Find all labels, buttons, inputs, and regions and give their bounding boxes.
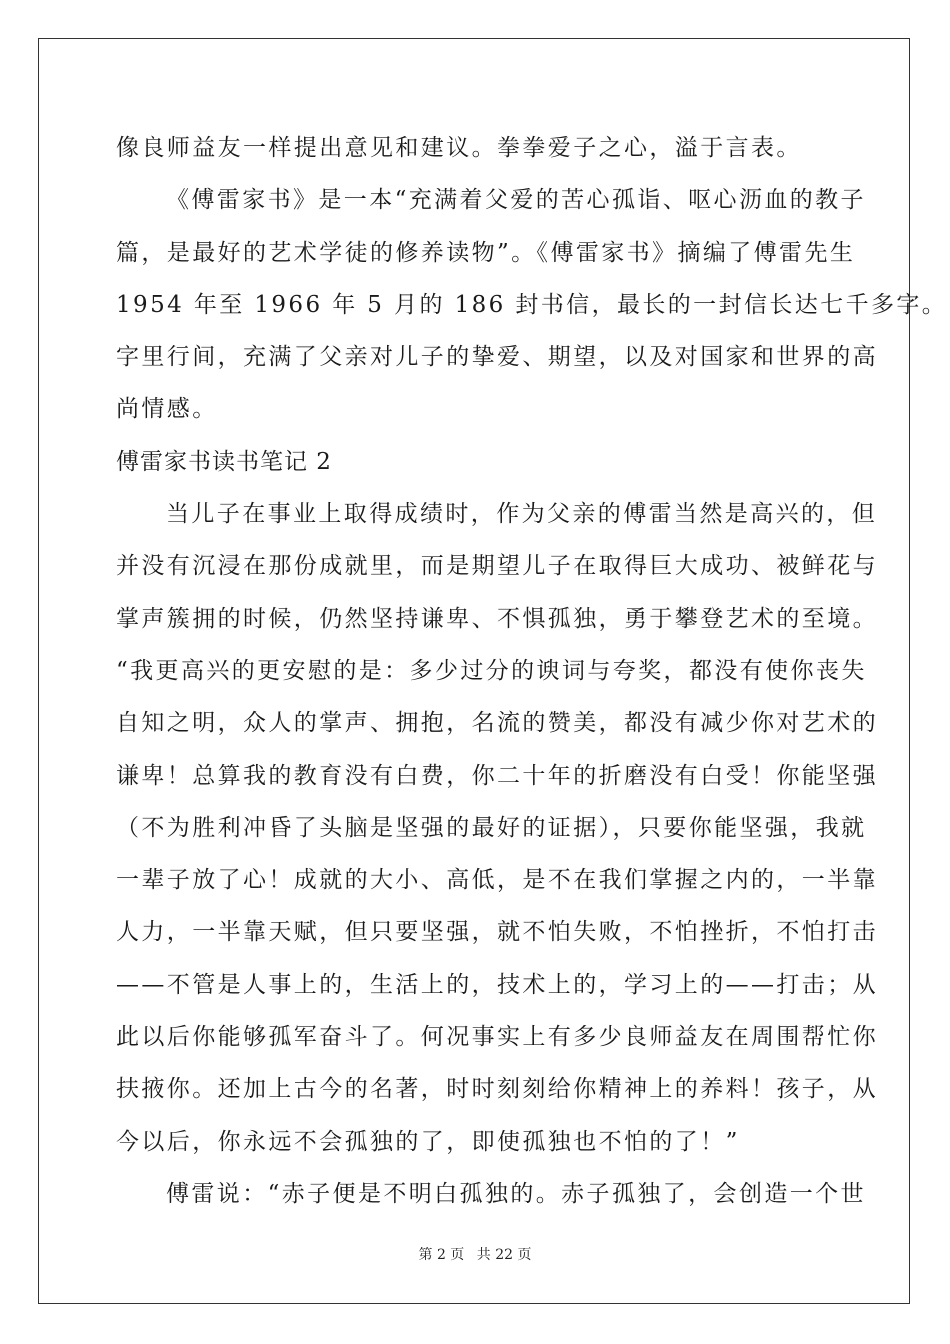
text-line: 篇，是最好的艺术学徒的修养读物”。《傅雷家书》摘编了傅雷先生 [116, 239, 856, 266]
text-line: 谦卑！总算我的教育没有白费，你二十年的折磨没有白受！你能坚强 [116, 762, 878, 789]
text-line: 字里行间，充满了父亲对儿子的挚爱、期望，以及对国家和世界的高 [116, 344, 878, 371]
text-line: （不为胜利冲昏了头脑是坚强的最好的证据），只要你能坚强，我就 [116, 814, 867, 841]
section-heading: 傅雷家书读书笔记 2 [116, 448, 332, 475]
page-total: 共 22 页 [476, 1247, 532, 1263]
text-line: 像良师益友一样提出意见和建议。拳拳爱子之心，溢于言表。 [116, 135, 802, 161]
paragraph-start: 《傅雷家书》是一本“充满着父爱的苦心孤诣、呕心沥血的教子 [166, 187, 866, 214]
text-line: ——不管是人事上的，生活上的，技术上的，学习上的——打击；从 [116, 971, 878, 998]
text-line: 此以后你能够孤军奋斗了。何况事实上有多少良师益友在周围帮忙你 [116, 1024, 878, 1051]
paragraph-start: 傅雷说：“赤子便是不明白孤独的。赤子孤独了，会创造一个世 [166, 1180, 866, 1207]
text-line: 今以后，你永远不会孤独的了，即使孤独也不怕的了！” [116, 1128, 740, 1155]
text-line: “我更高兴的更安慰的是：多少过分的谀词与夸奖，都没有使你丧失 [116, 657, 867, 684]
page-number: 第 2 页 [418, 1247, 465, 1263]
page-footer [0, 1244, 950, 1264]
text-line: 掌声簇拥的时候，仍然坚持谦卑、不惧孤独，勇于攀登艺术的至境。 [116, 605, 878, 632]
text-line: 并没有沉浸在那份成就里，而是期望儿子在取得巨大成功、被鲜花与 [116, 553, 878, 580]
document-body [116, 128, 948, 1226]
text-line: 扶掖你。还加上古今的名著，时时刻刻给你精神上的养料！孩子，从 [116, 1076, 878, 1103]
text-line: 自知之明，众人的掌声、拥抱，名流的赞美，都没有减少你对艺术的 [116, 710, 878, 737]
text-line: 尚情感。 [116, 396, 218, 423]
text-line: 人力，一半靠天赋，但只要坚强，就不怕失败，不怕挫折，不怕打击 [116, 919, 878, 946]
text-line: 一辈子放了心！成就的大小、高低，是不在我们掌握之内的，一半靠 [116, 867, 878, 894]
text-line: 1954 年至 1966 年 5 月的 186 封书信，最长的一封信长达七千多字。 [116, 291, 948, 318]
paragraph-start: 当儿子在事业上取得成绩时，作为父亲的傅雷当然是高兴的，但 [166, 501, 878, 528]
